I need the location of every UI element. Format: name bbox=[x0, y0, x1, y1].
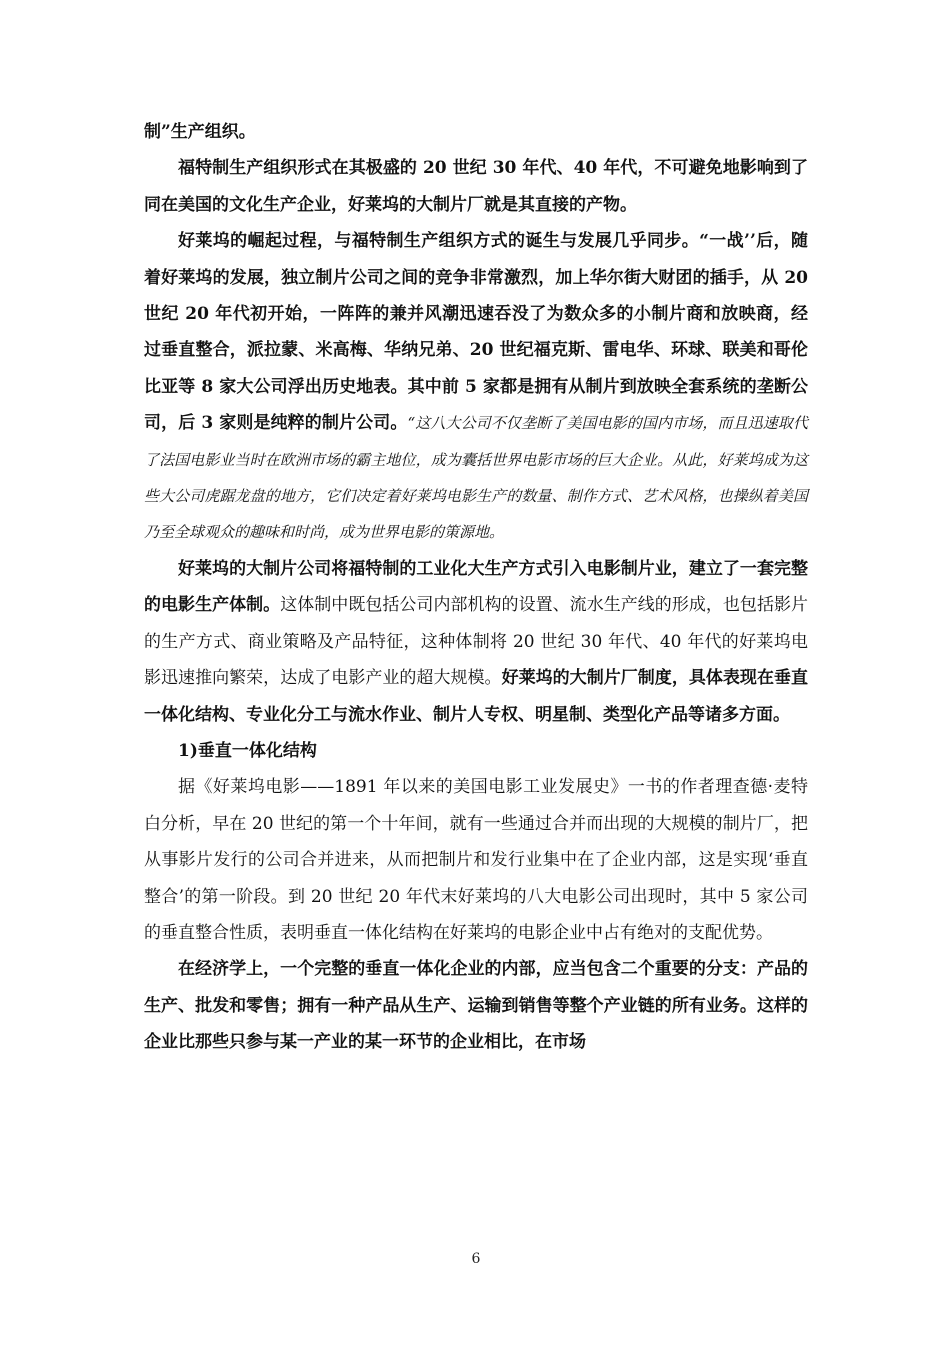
text-run: 据《好莱坞电影——1891 年以来的美国电影工业发展史》一书的作者理查德·麦特白分析，早在 20 世纪的第一个十年间，就有一些通过合并而出现的大规模的制片厂，把从事影片发行的公司合并进来，从而把制片和发行业集中在了企业内部，这是实现‘垂直整合’的第一阶段。到 20 世纪 20 年代末好莱坞的八大电影公司出现时，其中 5 家公司的垂直整合性质，表明垂直一体化结构在好莱坞的电影企业中占有绝对的支配优势。 bbox=[144, 777, 808, 943]
text-run: 福特制生产组织形式在其极盛的 20 世纪 30 年代、40 年代，不可避免地影响到了同在美国的文化生产企业，好莱坞的大制片厂就是其直接的产物。 bbox=[144, 158, 808, 215]
paragraph-1 bbox=[144, 114, 808, 150]
text-run: 好莱坞的崛起过程，与福特制生产组织方式的诞生与发展几乎同步。“一战’’后，随着好莱坞的发展，独立制片公司之间的竞争非常激烈，加上华尔街大财团的插手，从 20 世纪 20 年代初开始，一阵阵的兼并风潮迅速吞没了为数众多的小制片商和放映商，经过垂直整合，派拉蒙、米高梅、华纳兄弟、20 世纪福克斯、雷电华、环球、联美和哥伦比亚等 8 家大公司浮出历史地表。其中前 5 家都是拥有从制片到放映全套系统的垄断公司，后 3 家则是纯粹的制片公司。 bbox=[144, 231, 808, 434]
paragraph-2 bbox=[144, 150, 808, 223]
paragraph-7 bbox=[144, 951, 808, 1060]
page-number: 6 bbox=[471, 1251, 481, 1267]
paragraph-3 bbox=[144, 223, 808, 551]
paragraph-4 bbox=[144, 551, 808, 733]
paragraph-6 bbox=[144, 769, 808, 951]
text-run: 在经济学上，一个完整的垂直一体化企业的内部，应当包含二个重要的分支：产品的生产、批发和零售；拥有一种产品从生产、运输到销售等整个产业链的所有业务。这样的企业比那些只参与某一产业的某一环节的企业相比，在市场 bbox=[144, 959, 808, 1053]
quoted-text-run: “这八大公司不仅垄断了美国电影的国内市场，而且迅速取代了法国电影业当时在欧洲市场的霸主地位，成为囊括世界电影市场的巨大企业。从此，好莱坞成为这些大公司虎踞龙盘的地方，它们决定着好莱坞电影生产的数量、制作方式、艺术风格，也操纵着美国乃至全球观众的趣味和时尚，成为世界电影的策源地。 bbox=[144, 414, 809, 542]
text-run: 好莱坞的大制片公司将福特制的工业化大生产方式引入电影制片业，建立了一套完整的电影生产体制。 bbox=[144, 558, 808, 616]
heading-text: 1)垂直一体化结构 bbox=[178, 740, 317, 761]
text-run: 这体制中既包括公司内部机构的设置、流水生产线的形成，也包括影片的生产方式、商业策略及产品特征，这种体制将 20 世纪 30 年代、40 年代的好莱坞电影迅速推向繁荣，达成了电影产业的超大规模。 bbox=[144, 595, 809, 689]
text-run: 好莱坞的大制片厂制度，具体表现在垂直一体化结构、专业化分工与流水作业、制片人专权、明星制、类型化产品等诸多方面。 bbox=[144, 668, 809, 725]
text-run: 制”生产组织。 bbox=[144, 122, 256, 142]
section-heading bbox=[144, 733, 808, 769]
